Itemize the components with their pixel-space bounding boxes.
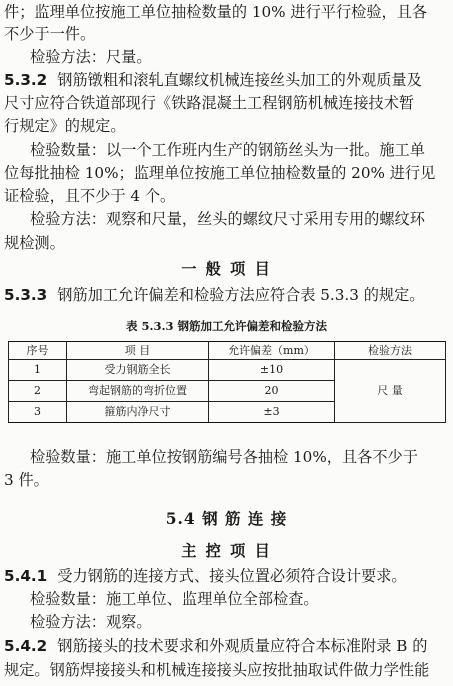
table-header-row	[9, 342, 446, 360]
header-no: 序号	[9, 342, 67, 360]
cell-tolerance: ±3	[209, 402, 335, 423]
header-method: 检验方法	[335, 342, 446, 360]
inspection-method: 检验方法：观察。	[30, 613, 152, 631]
text-line: 不少于一件。	[4, 25, 96, 43]
clause-number: 5.4.1	[4, 567, 48, 585]
clause-number: 5.4.2	[4, 637, 48, 655]
text-line: 规检测。	[4, 234, 65, 252]
cell-item: 受力钢筋全长	[67, 360, 209, 381]
header-tolerance: 允许偏差（mm）	[209, 342, 335, 360]
inspection-quantity: 检验数量：施工单位、监理单位全部检查。	[30, 590, 319, 608]
clause-5-4-2-first-line	[4, 636, 449, 656]
cell-no: 3	[9, 402, 67, 423]
subheading-main-items: 主 控 项 目	[181, 542, 272, 560]
header-item: 项 目	[67, 342, 209, 360]
text-line: 位每批抽检 10%；监理单位按施工单位抽检数量的 20% 进行见	[4, 164, 436, 182]
clause-text: 钢筋接头的技术要求和外观质量应符合本标准附录 B 的	[57, 637, 428, 655]
table-row	[9, 360, 446, 381]
table-caption: 表 5.3.3 钢筋加工允许偏差和检验方法	[125, 319, 328, 333]
clause-5-3-2-first-line	[4, 70, 449, 90]
cell-tolerance: ±10	[209, 360, 335, 381]
cell-tolerance: 20	[209, 381, 335, 402]
inspection-quantity: 检验数量：以一个工作班内生产的钢筋丝头为一批。施工单	[30, 141, 425, 159]
clause-5-3-3	[4, 285, 449, 305]
text-line: 规定。钢筋焊接接头和机械连接接头应按批抽取试件做力学性能	[4, 661, 430, 679]
clause-number: 5.3.2	[4, 71, 48, 89]
clause-number: 5.3.3	[4, 286, 48, 304]
text-line: 尺寸应符合铁道部现行《铁路混凝土工程钢筋机械连接技术暂	[4, 94, 415, 112]
text-line: 行规定》的规定。	[4, 117, 126, 135]
cell-item: 弯起钢筋的弯折位置	[67, 381, 209, 402]
clause-5-4-1	[4, 566, 449, 586]
cell-item: 箍筋内净尺寸	[67, 402, 209, 423]
text-line: 3 件。	[4, 471, 49, 489]
inspection-method: 检验方法：尺量。	[30, 48, 152, 66]
cell-no: 2	[9, 381, 67, 402]
subheading-general-items: 一 般 项 目	[181, 260, 272, 278]
cell-no: 1	[9, 360, 67, 381]
clause-text: 受力钢筋的连接方式、接头位置必须符合设计要求。	[57, 567, 407, 585]
inspection-method: 检验方法：观察和尺量，丝头的螺纹尺寸采用专用的螺纹环	[30, 210, 425, 228]
tolerance-table	[8, 341, 446, 423]
text-line: 件；监理单位按施工单位抽检数量的 10% 进行平行检验，且各	[4, 3, 428, 21]
clause-text: 钢筋加工允许偏差和检验方法应符合表 5.3.3 的规定。	[57, 286, 425, 304]
text-line: 证检验，且不少于 4 个。	[4, 187, 176, 205]
inspection-quantity: 检验数量：施工单位按钢筋编号各抽检 10%，且各不少于	[30, 448, 418, 466]
section-title-5-4: 5.4 钢 筋 连 接	[165, 509, 288, 528]
cell-method: 尺 量	[335, 360, 446, 423]
clause-text: 钢筋镦粗和滚轧直螺纹机械连接丝头加工的外观质量及	[57, 71, 422, 89]
